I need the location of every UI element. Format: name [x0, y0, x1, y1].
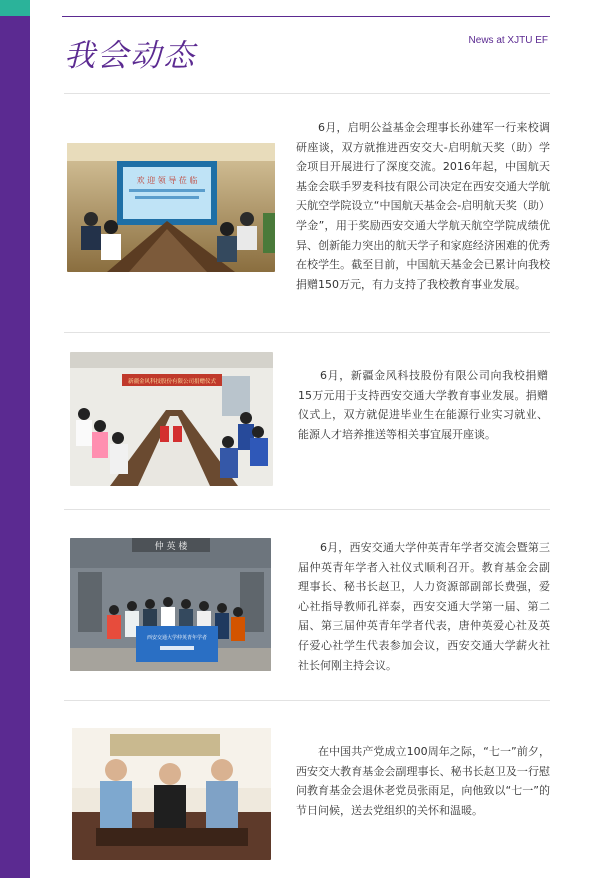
photo-illustration: [70, 352, 273, 486]
photo-illustration: [67, 143, 275, 272]
news-text: 6月，西安交通大学仲英青年学者交流会暨第三届仲英青年学者入社仪式顺利召开。教育基金会副理事长、秘书长赵卫，人力资源部副部长费强，爱心社指导教师孔祥泰，西安交通大学第一届、第二届、第三届仲英青年学者代表，唐仲英爱心社及英仔爱心社学生代表参加会议，西安交通大学薪火社社长何刚主持会议。: [298, 541, 550, 672]
news-item-1: [64, 110, 550, 320]
news-photo-group-portrait: [70, 538, 271, 671]
news-photo-donation-ceremony: [70, 352, 273, 486]
divider: [64, 509, 550, 510]
news-photo-meeting-room: [67, 143, 275, 272]
news-text: 在中国共产党成立100周年之际，“七一”前夕，西安交大教育基金会副理事长、秘书长赵卫及一行慰问教育基金会退休老党员张雨足，向他致以“七一”的节日问候，送去党组织的关怀和温暖。: [296, 745, 550, 817]
news-photo-visit: [72, 728, 271, 860]
photo-illustration: [70, 538, 271, 671]
photo-banner-text: 新疆金风科技股份有限公司捐赠仪式: [127, 379, 217, 385]
side-color-band: [0, 0, 30, 878]
news-text: 6月，启明公益基金会理事长孙建军一行来校调研座谈，双方就推进西安交大-启明航天奖（助）学金项目开展进行了深度交流。2016年起，中国航天基金会联手罗麦科技有限公司决定在西安交通大学航天航空学院设立“中国航天基金会-启明航天奖（助）学金”，用于奖励西安交通大学航天航空学院成绩优异、创新能力突出的航天学子和家庭经济困难的优秀在校学生。截至目前，中国航天基金会已累计向我校捐赠150万元，有力支持了我校教育事业发展。: [296, 121, 550, 291]
photo-building-sign: 仲 英 楼: [154, 542, 188, 552]
photo-illustration: [72, 728, 271, 860]
divider: [64, 332, 550, 333]
news-item-3: [64, 520, 550, 685]
top-rule: [62, 16, 550, 17]
photo-banner-text: 西安交通大学仲英青年学者: [146, 635, 208, 641]
side-band-accent: [0, 0, 30, 16]
section-kicker: News at XJTU EF: [468, 35, 548, 46]
photo-banner-text: 欢 迎 领 导 莅 临: [136, 176, 198, 185]
news-text: 6月，新疆金风科技股份有限公司向我校捐赠15万元用于支持西安交通大学教育事业发展。捐赠仪式上，双方就促进毕业生在能源行业实习就业、能源人才培养推送等相关事宜展开座谈。: [298, 369, 548, 441]
page-title: 我会动态: [64, 38, 196, 74]
news-item-2: [64, 340, 550, 500]
news-item-4: [64, 720, 550, 870]
divider: [64, 93, 550, 94]
divider: [64, 700, 550, 701]
